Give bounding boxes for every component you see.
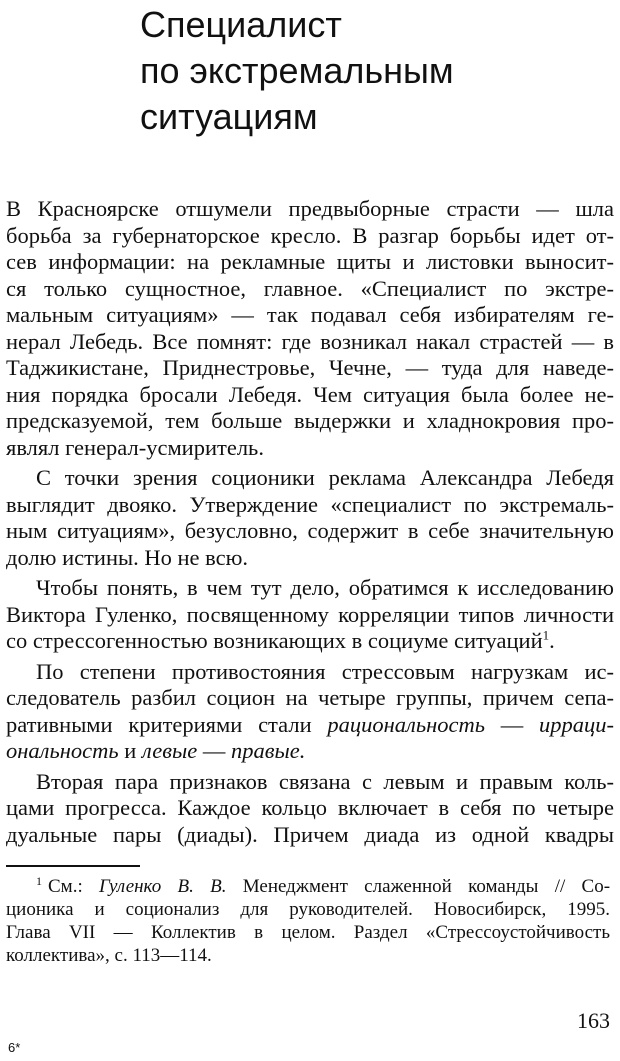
chapter-title-line-2: по экстремальным bbox=[140, 50, 454, 91]
chapter-title bbox=[140, 2, 610, 140]
footnote-prefix: См.: bbox=[48, 876, 83, 897]
paragraph-4 bbox=[6, 659, 614, 765]
body-text bbox=[6, 196, 614, 852]
chapter-title-line-1: Специалист bbox=[140, 4, 342, 45]
italic-term: рациональность bbox=[327, 711, 485, 737]
text-line: выглядит двояко. Утверждение «специалист по экстремаль- bbox=[6, 491, 614, 517]
text-line: Виктора Гуленко, посвященному корреляции типов личности bbox=[6, 601, 614, 627]
text-line bbox=[6, 738, 614, 765]
text-line: Таджикистане, Приднестровье, Чечне, — туда для наведе- bbox=[6, 355, 614, 380]
chapter-title-line-3: ситуациям bbox=[140, 96, 318, 137]
text-line: являл генерал-усмиритель. bbox=[6, 434, 264, 460]
footnote-line: Глава VII — Коллектив в целом. Раздел «Стрессоустойчивость bbox=[6, 922, 610, 943]
text-line: Вторая пара признаков связана с левым и правым коль- bbox=[36, 768, 614, 794]
paragraph-5 bbox=[6, 769, 614, 849]
text-line: ния порядка бросали Лебедя. Чем ситуация была более не- bbox=[6, 381, 614, 407]
signature-mark: 6* bbox=[8, 1040, 21, 1055]
footnote-line bbox=[6, 875, 610, 898]
text-segment: ративными критериями стали bbox=[6, 711, 312, 737]
dash: — bbox=[202, 738, 226, 763]
text-line: В Красноярске отшумели предвыборные страсти — шла bbox=[6, 196, 614, 221]
italic-term: правые. bbox=[231, 738, 306, 763]
text-line: цами прогресса. Каждое кольцо включает в себя по четыре bbox=[6, 795, 614, 820]
paragraph-2 bbox=[6, 465, 614, 571]
footnote-author: Гуленко В. В. bbox=[99, 876, 227, 897]
text-line: борьба за губернаторское кресло. В разгар борьбы идет от- bbox=[6, 222, 614, 248]
text-line: ся только сущностное, главное. «Специалист по экстре- bbox=[6, 275, 614, 301]
italic-term: левые bbox=[141, 738, 198, 763]
italic-term: ональность bbox=[6, 738, 119, 763]
footnote-reference[interactable]: 1 bbox=[542, 627, 550, 643]
text-segment: со стрессогенностью возникающих в социуме ситуаций bbox=[6, 628, 543, 653]
footnote-text: Менеджмент слаженной команды // Со- bbox=[242, 876, 611, 897]
text-line: ным ситуациям», безусловно, содержит в себе значительную bbox=[6, 518, 614, 543]
dash: — bbox=[500, 711, 524, 737]
text-line: следователь разбил социон на четыре группы, причем сепа- bbox=[6, 685, 614, 710]
text-line: С точки зрения соционики реклама Александра Лебедя bbox=[36, 465, 614, 490]
footnote-number: 1 bbox=[36, 873, 42, 888]
page-number: 163 bbox=[577, 1008, 610, 1033]
footnote-line: ционика и соционализ для руководителей. Новосибирск, 1995. bbox=[6, 899, 610, 920]
text-line: долю истины. Но не всю. bbox=[6, 544, 249, 570]
footnote-divider bbox=[6, 865, 140, 867]
text-line bbox=[6, 712, 614, 739]
conjunction: и bbox=[124, 738, 137, 763]
text-line: Чтобы понять, в чем тут дело, обратимся к исследованию bbox=[36, 575, 614, 600]
text-line: предсказуемой, тем больше выдержки и хладнокровия про- bbox=[6, 408, 614, 433]
text-line: По степени противостояния стрессовым нагрузкам ис- bbox=[36, 658, 614, 684]
text-line: нерал Лебедь. Все помнят: где возникал накал страстей — в bbox=[6, 328, 614, 354]
italic-term: ирраци- bbox=[539, 711, 615, 737]
footnote bbox=[6, 875, 610, 967]
text-line: со стрессогенностью возникающих в социуме ситуаций$^1$. bbox=[6, 627, 555, 653]
text-line: дуальные пары (диады). Причем диада из одной квадры bbox=[6, 821, 614, 847]
paragraph-3 bbox=[6, 575, 614, 655]
footnote-line: коллектива», с. 113—114. bbox=[6, 945, 212, 966]
text-line: мальным ситуациям» — так подавал себя избирателям ге- bbox=[6, 302, 614, 327]
paragraph-1 bbox=[6, 196, 614, 461]
text-line: сев информации: на рекламные щиты и листовки выносит- bbox=[6, 249, 614, 274]
